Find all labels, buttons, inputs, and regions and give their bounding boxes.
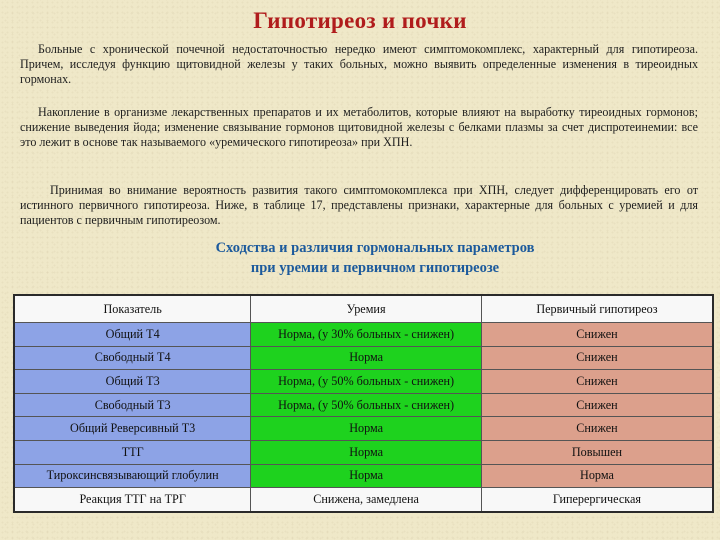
table-row <box>14 417 713 441</box>
hormone-comparison-table <box>13 294 714 513</box>
table-title-line1: Сходства и различия гормональных параметров <box>215 240 535 256</box>
cell-uremia: Норма <box>251 464 482 488</box>
cell-primary: Снижен <box>481 323 713 347</box>
cell-uremia: Норма, (у 50% больных - снижен) <box>251 393 482 417</box>
cell-parameter: Свободный Т4 <box>14 346 251 370</box>
cell-primary: Снижен <box>481 346 713 370</box>
cell-primary: Повышен <box>481 440 713 464</box>
cell-uremia: Норма, (у 50% больных - снижен) <box>251 370 482 394</box>
header-parameter: Показатель <box>14 295 251 323</box>
table-row <box>14 393 713 417</box>
cell-parameter: Реакция ТТГ на ТРГ <box>14 488 251 512</box>
table-header-row <box>14 295 713 323</box>
cell-parameter: ТТГ <box>14 440 251 464</box>
cell-uremia: Норма <box>251 346 482 370</box>
paragraph-differentiation: Принимая во внимание вероятность развития такого симптомокомплекса при ХПН, следует дифференцировать его от истинного первичного гипотиреоза. Ниже, в таблице 17, представлены признаки, характерные для больных с уремией и для пациентов с первичным гипотиреозом. <box>20 183 698 228</box>
cell-parameter: Общий Т3 <box>14 370 251 394</box>
table-title-line2: при уремии и первичном гипотиреозе <box>250 260 500 276</box>
table-row <box>14 488 713 512</box>
cell-parameter: Свободный Т3 <box>14 393 251 417</box>
cell-uremia: Норма <box>251 417 482 441</box>
cell-primary: Снижен <box>481 393 713 417</box>
table-row <box>14 346 713 370</box>
cell-uremia: Снижена, замедлена <box>251 488 482 512</box>
cell-primary: Норма <box>481 464 713 488</box>
table-row <box>14 370 713 394</box>
table-row <box>14 440 713 464</box>
header-primary-hypothyroidism: Первичный гипотиреоз <box>481 295 713 323</box>
paragraph-intro: Больные с хронической почечной недостаточностью нередко имеют симптомокомплекс, характерный для гипотиреоза. Причем, исследуя функцию щитовидной железы у таких больных, можно выявить определенные изменения в тиреоидных гормонах. <box>20 42 698 87</box>
cell-parameter: Тироксинсвязывающий глобулин <box>14 464 251 488</box>
cell-parameter: Общий Реверсивный Т3 <box>14 417 251 441</box>
cell-primary: Снижен <box>481 417 713 441</box>
paragraph-causes: Накопление в организме лекарственных препаратов и их метаболитов, которые влияют на выработку тиреоидных гормонов; снижение выведения йода; изменение связывание гормонов щитовидной железы с белками плазмы за счет диспротеинемии: все это лежит в основе так называемого «уремического гипотиреоза» при ХПН. <box>20 105 698 150</box>
table-row <box>14 323 713 347</box>
page-title: Гипотиреоз и почки <box>253 8 467 33</box>
cell-parameter: Общий Т4 <box>14 323 251 347</box>
header-uremia: Уремия <box>251 295 482 323</box>
cell-primary: Снижен <box>481 370 713 394</box>
cell-uremia: Норма <box>251 440 482 464</box>
cell-uremia: Норма, (у 30% больных - снижен) <box>251 323 482 347</box>
cell-primary: Гиперергическая <box>481 488 713 512</box>
table-row <box>14 464 713 488</box>
